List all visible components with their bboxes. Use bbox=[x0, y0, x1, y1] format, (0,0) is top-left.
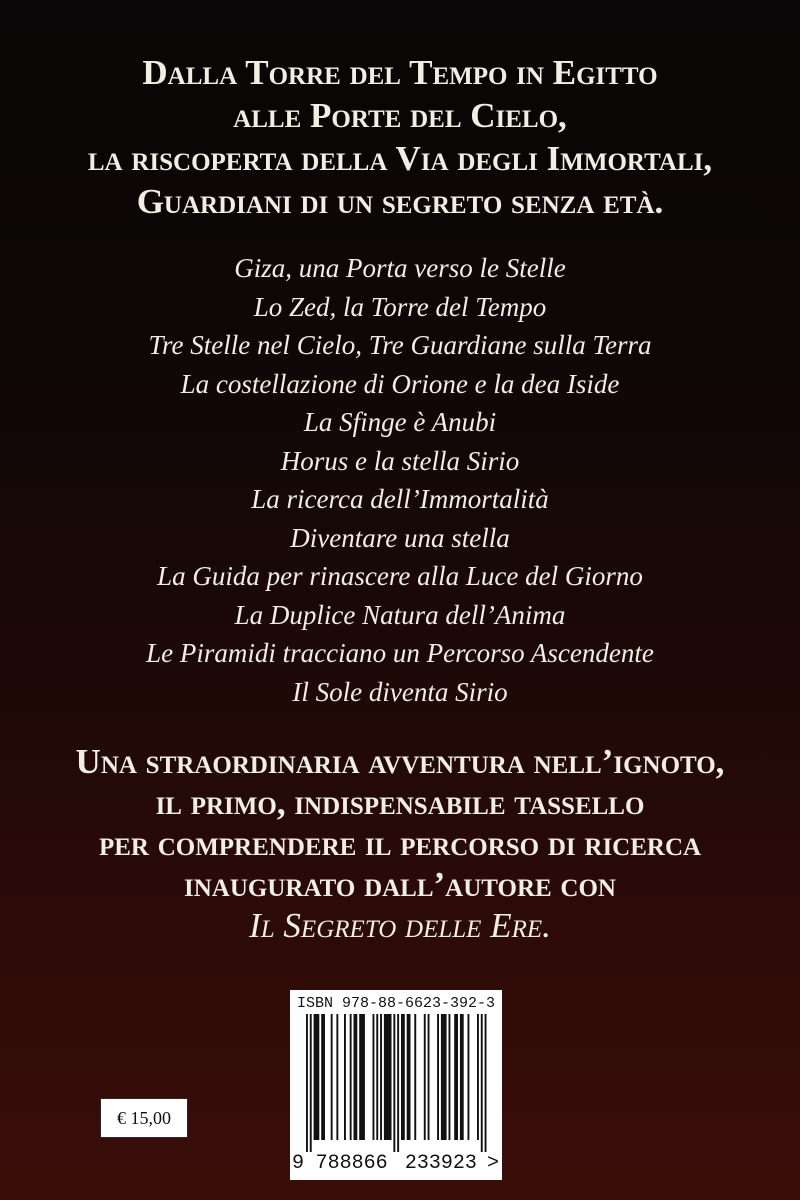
barcode-bar bbox=[424, 1014, 426, 1140]
barcode-bar bbox=[407, 1014, 411, 1140]
headline-line: Guardiani di un segreto senza età. bbox=[136, 182, 664, 221]
chapter-item: Il Sole diventa Sirio bbox=[292, 676, 508, 707]
barcode-bar bbox=[477, 1014, 479, 1140]
barcode-bar bbox=[376, 1014, 378, 1140]
barcode-bar bbox=[344, 1014, 346, 1140]
headline-line: la riscoperta della Via degli Immortali, bbox=[87, 139, 713, 178]
barcode-bar bbox=[449, 1014, 451, 1140]
barcode-bar bbox=[373, 1014, 375, 1140]
barcode-bar bbox=[454, 1014, 458, 1140]
barcode-bar bbox=[380, 1014, 382, 1140]
barcode-guard-bar bbox=[481, 1014, 483, 1152]
barcode-first-digit: 9 bbox=[291, 1152, 305, 1175]
chapter-list bbox=[0, 249, 800, 711]
barcode-guard-bar bbox=[306, 1014, 308, 1152]
chapter-item: La costellazione di Orione e la dea Iside bbox=[180, 368, 620, 399]
barcode-bar bbox=[331, 1014, 333, 1140]
barcode-bar bbox=[468, 1014, 470, 1140]
isbn-barcode bbox=[290, 990, 502, 1180]
barcode-guard-bar bbox=[393, 1014, 395, 1152]
chapter-item: La ricerca dell’Immortalità bbox=[251, 484, 549, 514]
barcode-bar bbox=[437, 1014, 439, 1140]
barcode-bar bbox=[321, 1014, 325, 1140]
chapter-item: Lo Zed, la Torre del Tempo bbox=[253, 291, 547, 322]
blurb-line: per comprendere il percorso di ricerca bbox=[98, 824, 702, 863]
barcode-guard-bar bbox=[397, 1014, 399, 1152]
headline-line: Dalla Torre del Tempo in Egitto bbox=[142, 53, 658, 92]
barcode-bar bbox=[428, 1014, 430, 1140]
blurb-line: il primo, indispensabile tassello bbox=[155, 783, 645, 822]
chapter-item: Giza, una Porta verso le Stelle bbox=[234, 253, 566, 283]
chapter-item: Horus e la stella Sirio bbox=[280, 445, 520, 476]
barcode-left-digits: 788866 bbox=[315, 1152, 388, 1175]
barcode-quiet-zone-mark: > bbox=[486, 1152, 500, 1175]
headline bbox=[0, 51, 800, 223]
chapter-item: Tre Stelle nel Cielo, Tre Guardiane sulla Terra bbox=[148, 330, 652, 360]
price-tag bbox=[100, 1098, 188, 1138]
chapter-item: Diventare una stella bbox=[290, 522, 510, 553]
price-label: € 15,00 bbox=[117, 1107, 171, 1128]
barcode-bar bbox=[350, 1014, 352, 1140]
barcode-guard-bar bbox=[485, 1014, 487, 1152]
chapter-item: La Sfinge è Anubi bbox=[303, 407, 497, 437]
barcode-right-digits: 233923 bbox=[404, 1152, 477, 1175]
blurb-line: inaugurato dall’autore con bbox=[184, 865, 616, 904]
barcode-bar bbox=[314, 1014, 320, 1140]
headline-line: alle Porte del Cielo, bbox=[233, 96, 567, 135]
chapter-item: La Guida per rinascere alla Luce del Giorno bbox=[157, 561, 643, 591]
chapter-item: Le Piramidi tracciano un Percorso Ascendente bbox=[146, 638, 654, 668]
isbn-label: ISBN 978-88-6623-392-3 bbox=[296, 995, 496, 1012]
barcode-bar bbox=[384, 1014, 392, 1140]
barcode-bar bbox=[401, 1014, 405, 1140]
blurb-line: Una straordinaria avventura nell’ignoto, bbox=[75, 742, 725, 781]
blurb bbox=[0, 741, 800, 946]
barcode-bar bbox=[359, 1014, 365, 1140]
barcode-guard-bar bbox=[310, 1014, 312, 1152]
blurb-book-title: Il Segreto delle Ere. bbox=[249, 906, 551, 945]
barcode-bar bbox=[460, 1014, 464, 1140]
chapter-item: La Duplice Natura dell’Anima bbox=[234, 599, 566, 630]
barcode-bar bbox=[336, 1014, 338, 1140]
barcode-bar bbox=[414, 1014, 416, 1140]
barcode-bar bbox=[441, 1014, 447, 1140]
barcode-bar bbox=[354, 1014, 358, 1140]
